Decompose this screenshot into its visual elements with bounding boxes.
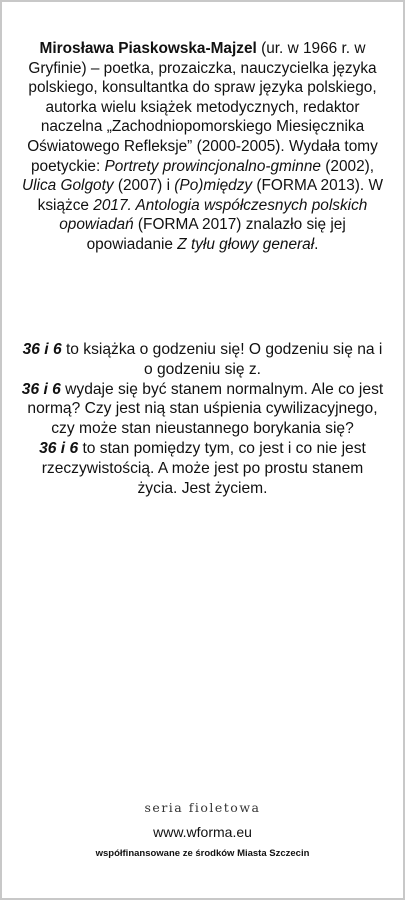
- book-description: [20, 340, 385, 498]
- story-title: Z tyłu głowy generał: [177, 235, 315, 253]
- publisher-footer: [2, 800, 403, 859]
- description-text: to stan pomiędzy tym, co jest i co nie jest rzeczywistością. A może jest po prostu stanem życia. Jest życiem.: [41, 439, 366, 497]
- book-title-emphasis: 36 i 6: [22, 341, 62, 358]
- bio-text: (FORMA 2017) znalazło się jej opowiadanie: [86, 216, 346, 253]
- bio-text: (2007) i: [113, 177, 175, 195]
- book-title: Ulica Golgoty: [22, 177, 114, 195]
- anthology-title: 2017. Antologia współczesnych polskich opowiadań: [59, 196, 368, 234]
- series-name: seria fioletowa: [144, 800, 261, 815]
- book-title: Portrety prowincjonalno-gminne: [104, 157, 321, 175]
- cofinance-note: współfinansowane ze środków Miasta Szczecin: [95, 848, 310, 859]
- author-name: Mirosława Piaskowska-Majzel: [39, 40, 257, 57]
- description-text: to książka o godzeniu się! O godzeniu się na i o godzeniu się z.: [61, 341, 383, 378]
- bio-text: (ur. w 1966 r. w Gryfinie) – poetka, prozaiczka, nauczycielka języka polskiego, konsultantka do spraw języka polskiego, autorka wielu książek metodycznych, redaktor naczelna „Zachodniopomorskiego Miesięcznika Oświatowego Refleksje” (2000-2005). Wydała tomy poetyckie:: [27, 40, 378, 175]
- publisher-url: www.wforma.eu: [153, 824, 252, 840]
- author-bio: [20, 39, 385, 255]
- book-title-emphasis: 36 i 6: [21, 380, 61, 398]
- book-title-emphasis: 36 i 6: [39, 439, 79, 457]
- description-text: wydaje się być stanem normalnym. Ale co jest normą? Czy jest nią stan uśpienia cywilizacyjnego, czy może stan nieustannego borykania się?: [27, 380, 384, 438]
- book-title: (Po)między: [174, 177, 253, 195]
- bio-text: (FORMA 2013). W książce: [37, 177, 383, 214]
- bio-text: (2002),: [320, 157, 375, 175]
- bio-text: .: [314, 235, 319, 253]
